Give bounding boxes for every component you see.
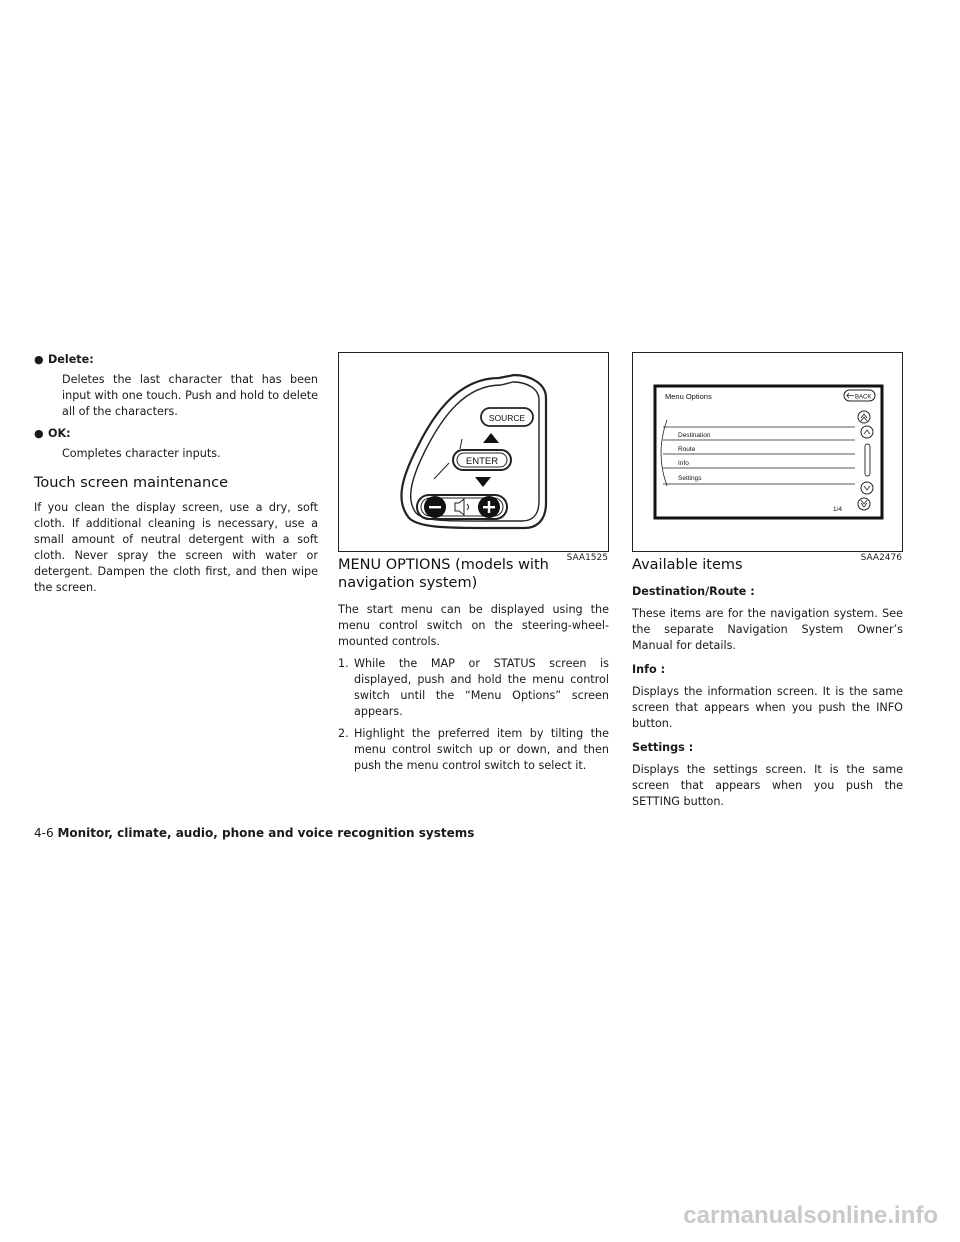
- bullet-description: Deletes the last character that has been input with one touch. Push and hold to delete all of the characters.: [62, 373, 318, 418]
- page-number: 4-6: [34, 826, 54, 840]
- figure-code: SAA2476: [860, 553, 902, 563]
- step-text: While the MAP or STATUS screen is displayed, push and hold the menu control switch until the “Menu Options” screen appears.: [354, 657, 609, 718]
- bullet-ok: [34, 426, 318, 442]
- screen-title: Menu Options: [665, 392, 712, 401]
- section-heading-touch-screen: Touch screen maintenance: [34, 475, 229, 491]
- column-middle: [338, 352, 609, 774]
- bullet-dot: ●: [34, 353, 44, 366]
- step-number: 2.: [338, 727, 349, 740]
- entry-title-info: Info :: [632, 663, 666, 676]
- menu-options-screen-figure: [632, 352, 903, 563]
- list-item: [338, 656, 609, 720]
- bullet-delete: [34, 352, 318, 368]
- source-button-label: SOURCE: [488, 413, 526, 423]
- entry-title-settings: Settings :: [632, 741, 694, 754]
- entry-body-destination-route: These items are for the navigation system. See the separate Navigation System Owner’s Manual for details.: [632, 607, 903, 652]
- bullet-label: Delete:: [48, 353, 94, 366]
- touch-screen-body: If you clean the display screen, use a dry, soft cloth. If additional cleaning is necessary, use a small amount of neutral detergent with a soft cloth. Never spray the screen with water or detergent. Dampen the cloth first, and then wipe the screen.: [34, 501, 318, 594]
- watermark: carmanualsonline.info: [683, 1202, 938, 1229]
- steering-switch-figure: [338, 352, 609, 563]
- page-indicator: 1/4: [833, 506, 843, 513]
- page-footer: [34, 826, 474, 840]
- menu-options-steps: [338, 656, 609, 774]
- bullet-dot: ●: [34, 427, 44, 440]
- column-left: [34, 352, 318, 596]
- menu-item-route: Route: [678, 446, 696, 453]
- figure-code: SAA1525: [566, 553, 608, 563]
- steering-switch-illustration: [339, 353, 608, 551]
- chapter-title: Monitor, climate, audio, phone and voice recognition systems: [57, 826, 475, 840]
- entry-title-destination-route: Destination/Route :: [632, 585, 755, 598]
- menu-options-intro: The start menu can be displayed using the menu control switch on the steering-wheel-mounted controls.: [338, 603, 609, 648]
- column-right: [632, 352, 903, 810]
- menu-item-settings: Settings: [678, 475, 702, 482]
- step-number: 1.: [338, 657, 349, 670]
- list-item: [338, 726, 609, 774]
- enter-button-label: ENTER: [465, 456, 499, 467]
- bullet-label: OK:: [48, 427, 71, 440]
- menu-item-info: Info: [678, 460, 689, 467]
- section-heading-available-items: Available items: [632, 557, 743, 573]
- back-button-label: BACK: [855, 394, 872, 401]
- entry-body-info: Displays the information screen. It is the same screen that appears when you push the INFO button.: [632, 685, 903, 730]
- menu-options-screen-illustration: [633, 353, 902, 551]
- section-heading-menu-options: MENU OPTIONS (models with navigation system): [338, 557, 549, 591]
- bullet-description: Completes character inputs.: [62, 447, 221, 460]
- step-text: Highlight the preferred item by tilting the menu control switch up or down, and then push the menu control switch to select it.: [354, 727, 609, 772]
- entry-body-settings: Displays the settings screen. It is the same screen that appears when you push the SETTING button.: [632, 763, 903, 808]
- menu-item-destination: Destination: [678, 432, 711, 439]
